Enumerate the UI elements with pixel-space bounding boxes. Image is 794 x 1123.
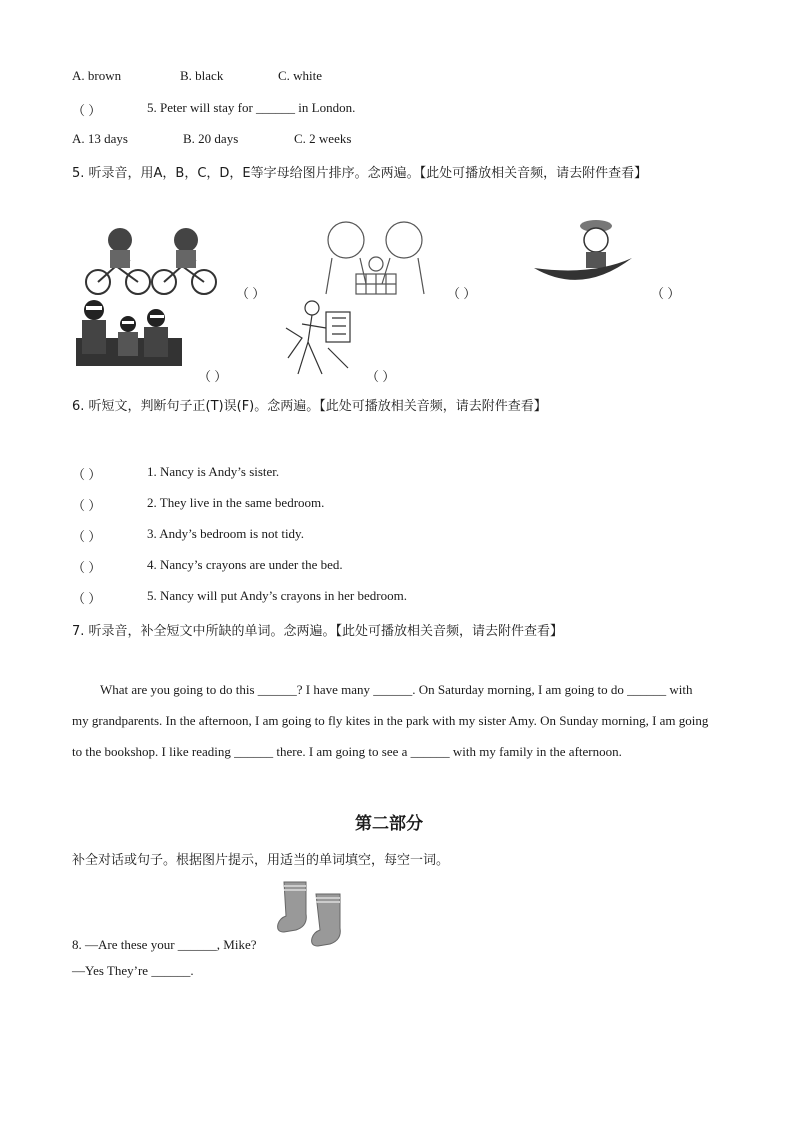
tf-paren-2: （ ） xyxy=(72,498,102,513)
tf-statement-4: 4. Nancy’s crayons are under the bed. xyxy=(147,557,343,572)
section7-title: 7. 听录音，补全短文中所缺的单词。念两遍。【此处可播放相关音频，请去附件查看】 xyxy=(72,624,564,639)
option-c-white: C. white xyxy=(278,68,323,83)
q8-line1: 8. —Are these your ______, Mike? xyxy=(72,937,257,952)
answer-paren: （ ） xyxy=(72,103,102,118)
q8-line2: —Yes They’re ______. xyxy=(72,963,194,978)
part2-heading: 第二部分 xyxy=(355,814,423,834)
cloze-passage: What are you going to do this ______? I have many ______. On Saturday morning, I am going to do ______ with my grandparents. In the afternoon, I am going to fly kites in the park with my sister Amy. On Sunday morning, I am going to the bookshop. I like reading ______ there. I am going to see a ______ with my family in the afternoon. xyxy=(72,682,709,759)
option-a-brown: A. brown xyxy=(72,68,122,83)
tf-paren-5: （ ） xyxy=(72,591,102,606)
tf-statement-1: 1. Nancy is Andy’s sister. xyxy=(147,464,280,479)
kids-playing-chess-image xyxy=(320,218,430,298)
picture-paren-5: （ ） xyxy=(366,369,396,384)
family-watching-movie-image xyxy=(76,298,182,378)
option-b-black: B. black xyxy=(180,68,224,83)
socks-image xyxy=(276,880,352,948)
option-c-2-weeks: C. 2 weeks xyxy=(294,131,352,146)
tf-paren-3: （ ） xyxy=(72,529,102,544)
option-a-13-days: A. 13 days xyxy=(72,131,128,146)
option-b-20-days: B. 20 days xyxy=(183,131,239,146)
tf-statement-2: 2. They live in the same bedroom. xyxy=(147,495,325,510)
section6-title: 6. 听短文，判断句子正(T)误(F)。念两遍。【此处可播放相关音频，请去附件查看】 xyxy=(72,399,547,414)
tf-paren-4: （ ） xyxy=(72,560,102,575)
picture-paren-2: （ ） xyxy=(447,286,477,301)
tf-statement-3: 3. Andy’s bedroom is not tidy. xyxy=(147,526,304,541)
tf-paren-1: （ ） xyxy=(72,467,102,482)
question-text: 5. Peter will stay for ______ in London. xyxy=(147,100,356,115)
tf-statement-5: 5. Nancy will put Andy’s crayons in her bedroom. xyxy=(147,588,407,603)
section5-title: 5. 听录音，用A，B，C，D，E等字母给图片排序。念两遍。【此处可播放相关音频，请去附件查看】 xyxy=(72,166,648,181)
kids-riding-bikes-image xyxy=(80,222,222,298)
market-scene-image xyxy=(282,298,352,378)
child-in-boat-image xyxy=(532,218,634,298)
part2-instruction: 补全对话或句子。根据图片提示，用适当的单词填空，每空一词。 xyxy=(72,853,450,868)
picture-paren-1: （ ） xyxy=(236,286,266,301)
picture-paren-3: （ ） xyxy=(651,286,681,301)
picture-paren-4: （ ） xyxy=(198,369,228,384)
